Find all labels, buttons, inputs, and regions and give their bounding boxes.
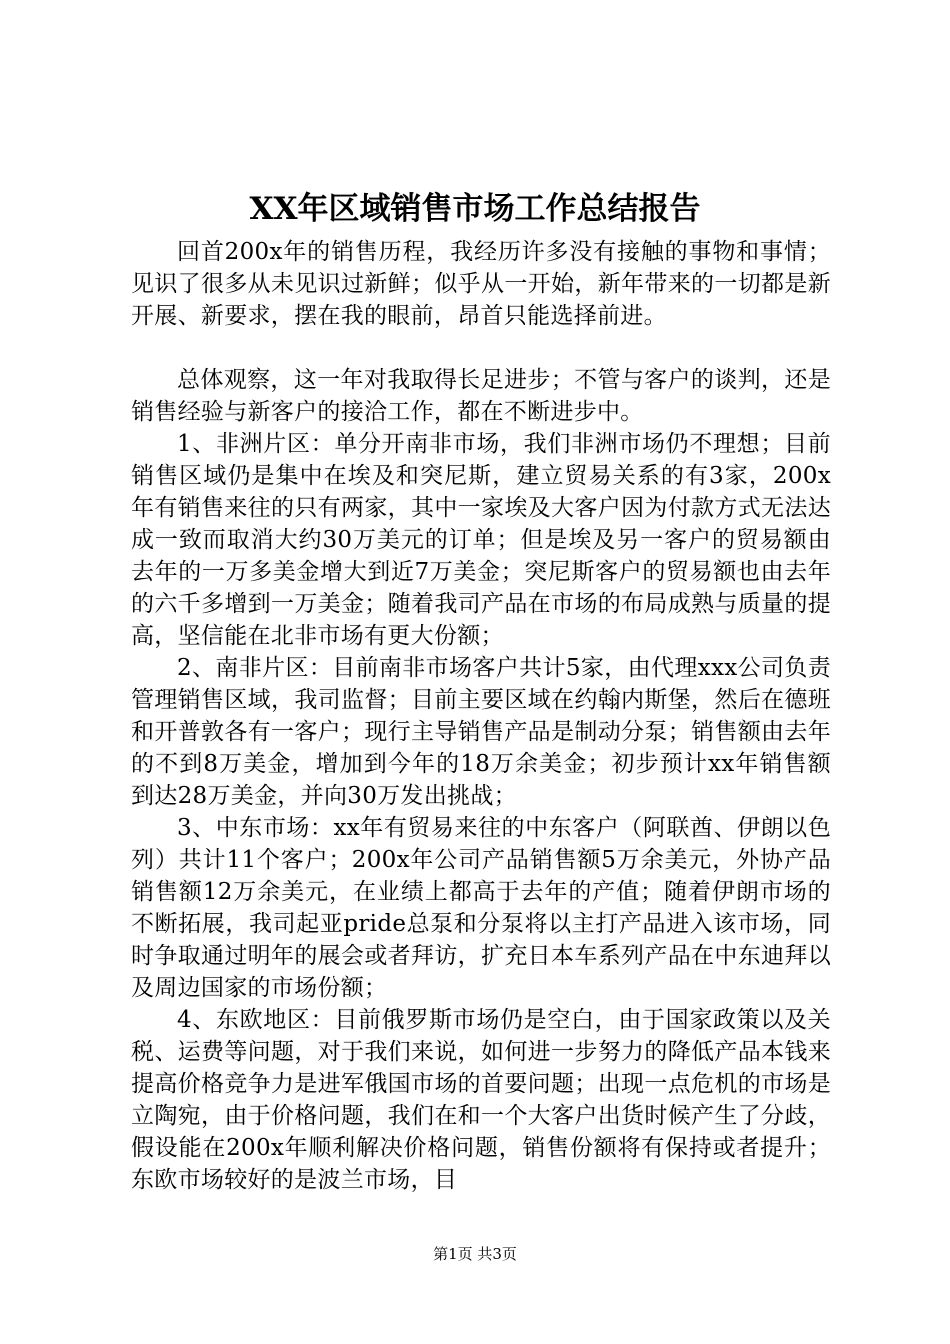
paragraph-middle-east: 3、中东市场：xx年有贸易来往的中东客户（阿联酋、伊朗以色列）共计11个客户；200x年公司产品销售额5万余美元，外协产品销售额12万余美元，在业绩上都高于去年的产值；随着伊朗市场的不断拓展，我司起亚pride总泵和分泵将以主打产品进入该市场，同时争取通过明年的展会或者拜访，扩充日本车系列产品在中东迪拜以及周边国家的市场份额； [131,815,831,1001]
paragraph-spacer [131,332,831,364]
paragraph-south-africa: 2、南非片区：目前南非市场客户共计5家，由代理xxx公司负责管理销售区域，我司监督；目前主要区域在约翰内斯堡，然后在德班和开普敦各有一客户；现行主导销售产品是制动分泵；销售额由去年的不到8万美金，增加到今年的18万余美金；初步预计xx年销售额到达28万美金，并向30万发出挑战； [131,655,831,809]
page-footer: 第1页 共3页 [433,1245,517,1263]
document-body [131,236,831,1196]
document-title: XX年区域销售市场工作总结报告 [249,191,701,227]
paragraph-eastern-europe: 4、东欧地区：目前俄罗斯市场仍是空白，由于国家政策以及关税、运费等问题，对于我们来说，如何进一步努力的降低产品本钱来提高价格竞争力是进军俄国市场的首要问题；出现一点危机的市场是立陶宛，由于价格问题，我们在和一个大客户出货时候产生了分歧，假设能在200x年顺利解决价格问题，销售份额将有保持或者提升；东欧市场较好的是波兰市场，目 [131,1007,831,1193]
paragraph-intro: 回首200x年的销售历程，我经历许多没有接触的事物和事情；见识了很多从未见识过新鲜；似乎从一开始，新年带来的一切都是新开展、新要求，摆在我的眼前，昂首只能选择前进。 [131,239,831,329]
paragraph-overview: 总体观察，这一年对我取得长足进步；不管与客户的谈判，还是销售经验与新客户的接洽工作，都在不断进步中。 [131,367,831,425]
paragraph-africa: 1、非洲片区：单分开南非市场，我们非洲市场仍不理想；目前销售区域仍是集中在埃及和突尼斯，建立贸易关系的有3家，200x年有销售来往的只有两家，其中一家埃及大客户因为付款方式无法达成一致而取消大约30万美元的订单；但是埃及另一客户的贸易额由去年的一万多美金增大到近7万美金；突尼斯客户的贸易额也由去年的六千多增到一万美金；随着我司产品在市场的布局成熟与质量的提高，坚信能在北非市场有更大份额； [131,431,831,649]
